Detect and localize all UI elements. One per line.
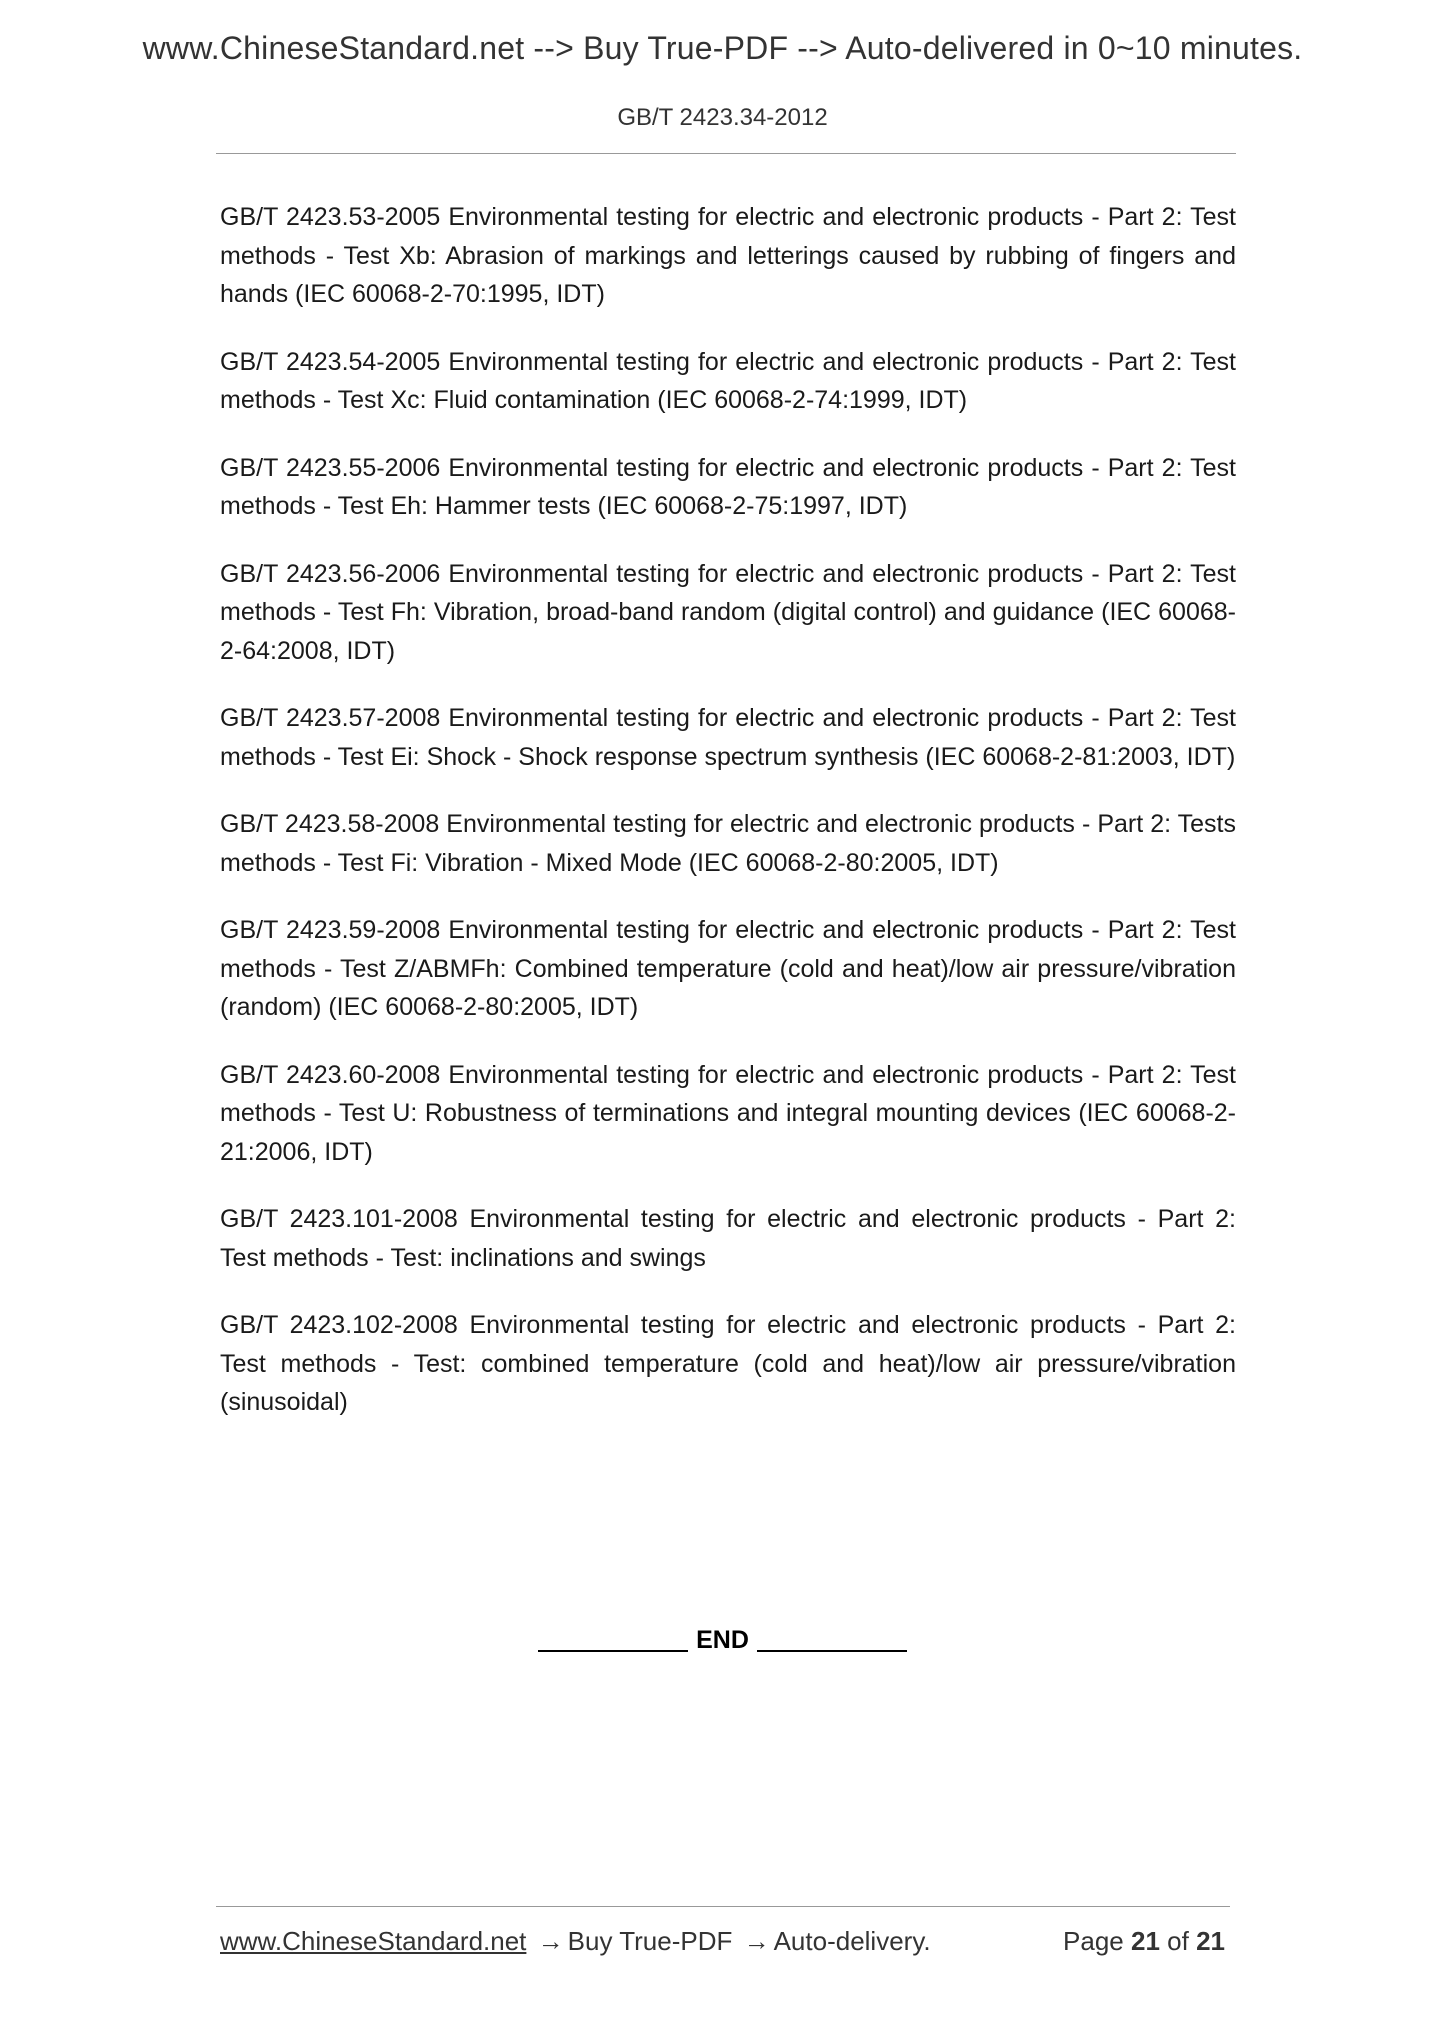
reference-item: GB/T 2423.58-2008 Environmental testing for electric and electronic products - Part 2: Tests methods - Test Fi: Vibration - Mixed Mode (IEC 60068-2-80:2005, IDT) — [220, 810, 1236, 877]
page-number — [1063, 1926, 1225, 1957]
reference-item: GB/T 2423.55-2006 Environmental testing for electric and electronic products - Part 2: Test methods - Test Eh: Hammer tests (IEC 60068-2-75:1997, IDT) — [220, 453, 1236, 520]
footer-buy-text: Buy True-PDF — [567, 1926, 733, 1956]
header-divider — [216, 153, 1236, 154]
page-current: 21 — [1131, 1926, 1160, 1956]
top-banner: www.ChineseStandard.net --> Buy True-PDF --> Auto-delivered in 0~10 minutes. — [142, 30, 1303, 66]
document-code: GB/T 2423.34-2012 — [617, 104, 828, 131]
of-word: of — [1167, 1926, 1189, 1956]
footer-promo — [220, 1926, 931, 1957]
end-left-line — [538, 1650, 688, 1652]
end-right-line — [757, 1650, 907, 1652]
reference-item: GB/T 2423.60-2008 Environmental testing for electric and electronic products - Part 2: Test methods - Test U: Robustness of terminations and integral mounting devices (IEC 60068-2-21:2006, IDT) — [220, 1060, 1236, 1166]
footer-auto-text: Auto-delivery. — [773, 1926, 931, 1956]
end-marker — [0, 1626, 1445, 1655]
reference-item: GB/T 2423.102-2008 Environmental testing for electric and electronic products - Part 2: Test methods - Test: combined temperature (cold and heat)/low air pressure/vibration (sinusoidal) — [220, 1311, 1236, 1416]
arrow-right-icon: → — [537, 1926, 564, 1956]
reference-item: GB/T 2423.56-2006 Environmental testing for electric and electronic products - Part 2: Test methods - Test Fh: Vibration, broad-band random (digital control) and guidance (IEC 60068-2-64:2008, IDT) — [220, 559, 1236, 665]
reference-item: GB/T 2423.59-2008 Environmental testing for electric and electronic products - Part 2: Test methods - Test Z/ABMFh: Combined temperature (cold and heat)/low air pressure/vibration (random) (IEC 60068-2-80:2005, IDT) — [220, 916, 1236, 1021]
end-label: END — [696, 1626, 749, 1654]
footer-site-link[interactable]: www.ChineseStandard.net — [220, 1926, 527, 1956]
page-word: Page — [1063, 1926, 1124, 1956]
page-total: 21 — [1196, 1926, 1225, 1956]
arrow-right-icon: → — [743, 1926, 770, 1956]
reference-item: GB/T 2423.101-2008 Environmental testing for electric and electronic products - Part 2: Test methods - Test: inclinations and swings — [220, 1205, 1236, 1272]
reference-list — [220, 198, 1236, 1451]
footer-divider — [216, 1906, 1230, 1907]
reference-item: GB/T 2423.57-2008 Environmental testing for electric and electronic products - Part 2: Test methods - Test Ei: Shock - Shock response spectrum synthesis (IEC 60068-2-81:2003, IDT) — [220, 704, 1236, 771]
reference-item: GB/T 2423.54-2005 Environmental testing for electric and electronic products - Part 2: Test methods - Test Xc: Fluid contamination (IEC 60068-2-74:1999, IDT) — [220, 347, 1236, 414]
reference-item: GB/T 2423.53-2005 Environmental testing for electric and electronic products - Part 2: Test methods - Test Xb: Abrasion of markings and letterings caused by rubbing of fingers and hands (IEC 60068-2-70:1995, IDT) — [220, 203, 1236, 308]
